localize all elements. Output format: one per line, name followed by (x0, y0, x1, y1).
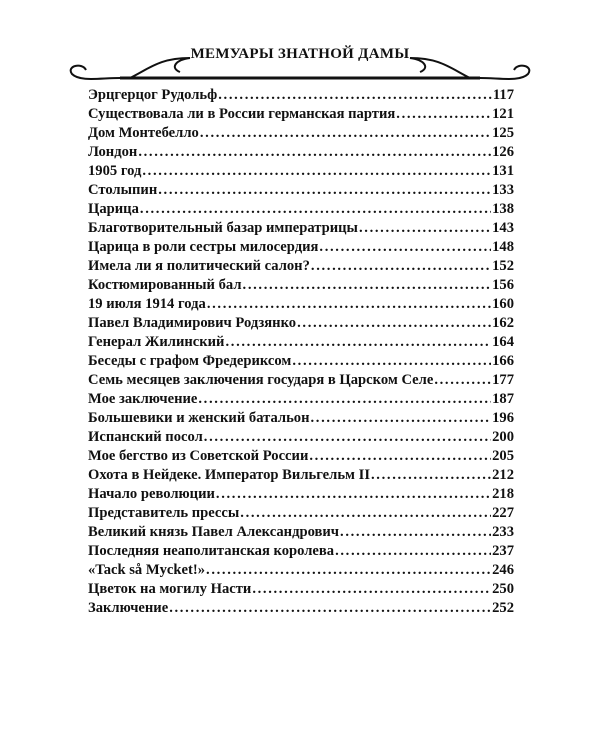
leader-dots (216, 486, 491, 503)
toc-entry-title: Генерал Жилинский (88, 334, 225, 350)
toc-entry (88, 258, 514, 277)
leader-dots (359, 220, 491, 237)
toc-entry-title: Семь месяцев заключения государя в Царском Селе (88, 372, 434, 388)
toc-entry-page: 187 (492, 391, 514, 407)
toc-entry-page: 148 (492, 239, 514, 255)
toc-entry (88, 486, 514, 505)
toc-entry (88, 144, 514, 163)
toc-entry-page: 126 (492, 144, 514, 160)
toc-entry-title: Костюмированный бал (88, 277, 242, 293)
toc-entry-page: 166 (492, 353, 514, 369)
toc-entry (88, 334, 514, 353)
toc-entry-page: 162 (492, 315, 514, 331)
leader-dots (297, 315, 491, 332)
toc-entry (88, 239, 514, 258)
toc-entry-page: 212 (492, 467, 514, 483)
toc-entry (88, 182, 514, 201)
leader-dots (158, 182, 491, 199)
leader-dots (434, 372, 491, 389)
toc-entry-page: 227 (492, 505, 514, 521)
toc-entry-page: 121 (492, 106, 514, 122)
toc-entry-page: 160 (492, 296, 514, 312)
toc-entry (88, 429, 514, 448)
toc-entry (88, 543, 514, 562)
toc-entry-title: Имела ли я политический салон? (88, 258, 310, 274)
leader-dots (311, 410, 492, 427)
toc-entry-title: Последняя неаполитанская королева (88, 543, 335, 559)
leader-dots (169, 600, 491, 617)
toc-entry-title: 1905 год (88, 163, 142, 179)
toc-entry-title: Мое бегство из Советской России (88, 448, 309, 464)
toc-entry-title: Охота в Нейдеке. Император Вильгельм II (88, 467, 370, 483)
toc-entry (88, 163, 514, 182)
toc-entry-title: Благотворительный базар императрицы (88, 220, 358, 236)
leader-dots (292, 353, 491, 370)
toc-entry-page: 252 (492, 600, 514, 616)
toc-entry (88, 353, 514, 372)
toc-entry-title: «Tack så Mycket!» (88, 562, 206, 578)
toc-entry (88, 87, 514, 106)
leader-dots (204, 429, 491, 446)
toc-entry-page: 196 (492, 410, 514, 426)
toc-entry-page: 205 (492, 448, 514, 464)
leader-dots (309, 448, 491, 465)
leader-dots (240, 505, 491, 522)
leader-dots (252, 581, 491, 598)
toc-entry (88, 410, 514, 429)
leader-dots (200, 125, 491, 142)
leader-dots (243, 277, 492, 294)
toc-entry-title: Дом Монтебелло (88, 125, 199, 141)
leader-dots (311, 258, 491, 275)
toc-entry-page: 125 (492, 125, 514, 141)
leader-dots (140, 201, 491, 218)
toc-entry (88, 201, 514, 220)
table-of-contents (88, 87, 514, 619)
toc-entry-page: 143 (492, 220, 514, 236)
toc-entry (88, 372, 514, 391)
toc-entry-title: Великий князь Павел Александрович (88, 524, 340, 540)
toc-entry (88, 315, 514, 334)
toc-entry (88, 467, 514, 486)
toc-entry (88, 125, 514, 144)
leader-dots (371, 467, 491, 484)
toc-entry-page: 117 (492, 87, 514, 103)
toc-entry (88, 448, 514, 467)
leader-dots (396, 106, 491, 123)
toc-entry (88, 277, 514, 296)
toc-entry-title: Испанский посол (88, 429, 203, 445)
toc-entry-title: Лондон (88, 144, 138, 160)
toc-entry-title: Беседы с графом Фредериксом (88, 353, 292, 369)
leader-dots (138, 144, 491, 161)
toc-entry (88, 600, 514, 619)
toc-entry-title: Столыпин (88, 182, 158, 198)
toc-entry-title: Заключение (88, 600, 169, 616)
toc-entry (88, 524, 514, 543)
toc-entry (88, 296, 514, 315)
toc-entry-page: 156 (492, 277, 514, 293)
toc-entry (88, 581, 514, 600)
toc-entry-title: 19 июля 1914 года (88, 296, 206, 312)
toc-entry (88, 391, 514, 410)
toc-entry (88, 562, 514, 581)
running-header (60, 38, 540, 90)
toc-entry-title: Царица (88, 201, 139, 217)
leader-dots (206, 562, 491, 579)
toc-entry-page: 164 (492, 334, 514, 350)
toc-entry-title: Большевики и женский батальон (88, 410, 310, 426)
leader-dots (319, 239, 491, 256)
toc-entry (88, 220, 514, 239)
toc-entry-title: Эрцгерцог Рудольф (88, 87, 218, 103)
leader-dots (340, 524, 491, 541)
book-title: МЕМУАРЫ ЗНАТНОЙ ДАМЫ (190, 46, 410, 62)
toc-entry-title: Цветок на могилу Насти (88, 581, 252, 597)
leader-dots (335, 543, 491, 560)
toc-entry-title: Мое заключение (88, 391, 198, 407)
toc-entry-title: Павел Владимирович Родзянко (88, 315, 297, 331)
leader-dots (207, 296, 491, 313)
toc-entry-title: Царица в роли сестры милосердия (88, 239, 319, 255)
toc-entry-page: 152 (492, 258, 514, 274)
toc-entry-page: 233 (492, 524, 514, 540)
toc-entry-page: 131 (492, 163, 514, 179)
toc-entry-page: 250 (492, 581, 514, 597)
toc-entry-page: 200 (492, 429, 514, 445)
toc-entry (88, 106, 514, 125)
toc-entry-page: 177 (492, 372, 514, 388)
toc-entry-title: Представитель прессы (88, 505, 240, 521)
leader-dots (142, 163, 491, 180)
toc-entry (88, 505, 514, 524)
toc-entry-title: Существовала ли в России германская партия (88, 106, 396, 122)
toc-entry-title: Начало революции (88, 486, 215, 502)
toc-entry-page: 218 (492, 486, 514, 502)
leader-dots (218, 87, 492, 104)
leader-dots (225, 334, 491, 351)
toc-entry-page: 246 (492, 562, 514, 578)
toc-entry-page: 133 (492, 182, 514, 198)
toc-entry-page: 237 (492, 543, 514, 559)
leader-dots (198, 391, 491, 408)
toc-entry-page: 138 (492, 201, 514, 217)
